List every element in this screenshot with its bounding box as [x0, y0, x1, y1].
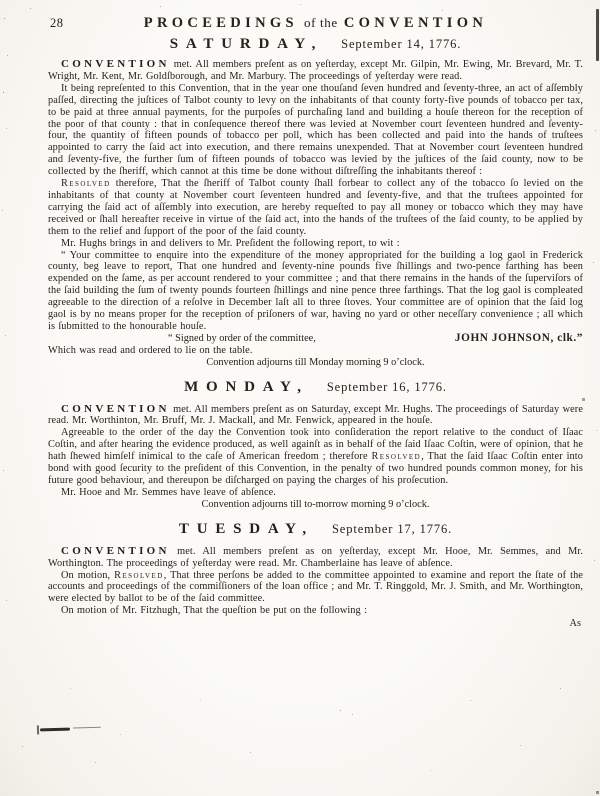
ink-smudge-mark: [40, 728, 70, 732]
paragraph-fitzhugh-motion: On motion of Mr. Fitzhugh, That the queſtion be put on the following :: [61, 605, 368, 617]
paragraph-leave-of-absence-monday: Mr. Hooe and Mr. Semmes have leave of abſence.: [61, 486, 276, 498]
day-name: SATURDAY,: [169, 36, 324, 52]
day-date: September 17, 1776.: [331, 521, 453, 536]
day-date: September 16, 1776.: [326, 379, 447, 394]
running-title-middle: of the: [303, 15, 338, 30]
smallcaps-resolved: Resolved: [61, 178, 111, 190]
lead-word: CONVENTION: [61, 58, 170, 70]
paragraph-convention-met-saturday: [48, 59, 583, 83]
day-heading-monday: [48, 378, 583, 396]
smallcaps-resolved: Resolved: [371, 451, 422, 463]
paragraph-talbot-representation: It being repreſented to this Convention, that in the year one thouſand ſeven hundred and ſeventy-three, an act of aſſembly paſſed, directing the juſtices of Talbot county to levy on the inhabitants of that county forty-five pounds of tobacco per tax, to be paid at three annual payments, for the purpoſes of purchaſing land and building a houſe thereon for the reception of the poor of that county : that in conſequence thereof there was levied at November court ſeventeen hundred and ſeventy-four, the quantity of fifteen pounds of tobacco per poll, which has been collected and paid into the hands of truſtees appointed to carry the ſaid act into execution, and there remains unexpended. That at November court ſeventeen hundred and ſeventy-five, the further ſum of fifteen pounds of tobacco was levied by the juſtices of the ſaid county, now to be collected by the ſheriff, which cannot at this time be done without diſtreſſing the inhabitants thereof :: [48, 82, 583, 178]
paragraph-committee-report-quote: “ Your committee to enquire into the expenditure of the money appropriated for the building a log gaol in Frederick county, beg leave to report, That one hundred and ſeventy-nine pounds five ſhillings and two-pence farthing has been expended on the ſame, as per account rendered to your committee ; and that there remains in the hands of the ſuperviſors of the ſaid building the ſum of twenty pounds fourteen ſhillings and nine pence three farthings. That the log gaol is compleated agreeable to the direction of a reſolve in December laſt all to three ſtoves. Your committee are of opinion that the ſaid log gaol is by no means proper for the reception of priſoners of war, having no yard or other neceſſary convenience ; all which is ſubmitted to the honourable houſe.: [48, 249, 583, 332]
lead-word: CONVENTION: [61, 544, 170, 557]
paragraph-text: met. All members preſent as on yeſterday, except Mr. Hooe, Mr. Semmes, and Mr. Worthington. The proceedings of yeſterday were read. Mr. Chamberlaine has leave of abſence.: [48, 545, 583, 569]
scan-edge-artifact: [596, 9, 599, 61]
signature-row: [48, 333, 583, 345]
day-date: September 14, 1776.: [341, 37, 462, 51]
paragraph-text: On motion,: [61, 569, 115, 581]
signature-attestation: “ Signed by order of the committee,: [168, 332, 316, 344]
running-title-left: PROCEEDINGS: [143, 15, 298, 31]
adjournment-line-saturday: Convention adjourns till Monday morning 9 o’clock.: [206, 356, 425, 368]
paragraph-text: met. All members preſent as on Saturday, except Mr. Hughs. The proceedings of Saturday were read. Mr. Worthinton, Mr. Bruff, Mr. J. Mackall, and Mr. Fenwick, appeared in the houſe.: [48, 403, 583, 427]
paragraph-text: therefore, That the ſheriff of Talbot county ſhall forbear to collect any of the tobacco ſo levied on the inhabitants of that county at November court ſeventeen hundred and ſeventy-five, and that the truſtees appointed for carrying the ſaid act of aſſembly into execution, are hereby requeſted to pay all money or tobacco which they may have received or ſhall hereafter receive in virtue of the ſaid act, into the hands of the truſtees of the ſaid county, to be applied by them to the relief and ſupport of the poor of the ſaid county.: [48, 178, 583, 237]
smallcaps-resolved: Resolved: [114, 569, 164, 581]
paragraph-text: Agreeable to the order of the day the Convention took into conſideration the report relative to the conduct of Iſaac Coſtin, and after hearing the evidence produced, as well againſt as in behalf of the ſaid Iſaac Coſtin, were of opinion, that he hath ſhewed himſelf inimical to the caſe of American freedom ; therefore: [48, 427, 583, 463]
page-number: 28: [50, 16, 64, 30]
signature-name: JOHN JOHNSON, clk.”: [454, 331, 583, 344]
paragraph-hughs-report-intro: Mr. Hughs brings in and delivers to Mr. Preſident the following report, to wit :: [61, 237, 400, 249]
paragraph-read-and-tabled: Which was read and ordered to lie on the table.: [48, 344, 253, 356]
paragraph-convention-met-monday: [48, 404, 583, 428]
paragraph-text: , That three perſons be added to the committee appointed to examine and report the ſtate of the accounts and proceedings of the commiſſioners of the loan office ; and Mr. T. Ringgold, Mr. J. Smith, and Mr. Worthington, were elected by ballot to be of the ſaid committee.: [48, 569, 583, 605]
running-header: [48, 11, 583, 31]
paragraph-resolved-talbot: [48, 178, 583, 238]
day-heading-saturday: [48, 35, 583, 53]
day-name: MONDAY,: [184, 378, 309, 395]
day-name: TUESDAY,: [178, 520, 314, 537]
paragraph-loan-office-committee: [48, 570, 583, 606]
page-content: [48, 11, 583, 630]
adjournment-line-monday: Convention adjourns till to-morrow morning 9 o’clock.: [201, 498, 430, 510]
paragraph-text: , That the ſaid Iſaac Coſtin enter into bond with good ſecurity to the preſident of this Convention, in the penalty of two hundred pounds common money, for his future good behaviour, and thereupon be diſcharged on paying the charges of his proſecution.: [48, 451, 583, 486]
lead-word: CONVENTION: [61, 402, 170, 415]
day-heading-tuesday: [48, 520, 583, 538]
catchword: As: [569, 618, 581, 630]
paragraph-convention-met-tuesday: [48, 546, 583, 570]
running-title-right: CONVENTION: [343, 15, 488, 31]
running-title: [48, 11, 583, 32]
scan-speckle-noise: [0, 0, 1, 1]
paragraph-isaac-costin-resolution: [48, 427, 583, 487]
paragraph-text: met. All members preſent as on yeſterday, except Mr. Gilpin, Mr. Ewing, Mr. Brevard, Mr. T. Wright, Mr. Kent, Mr. Goldſborough, and Mr. Marbury. The proceedings of yeſterday were read.: [48, 59, 583, 82]
